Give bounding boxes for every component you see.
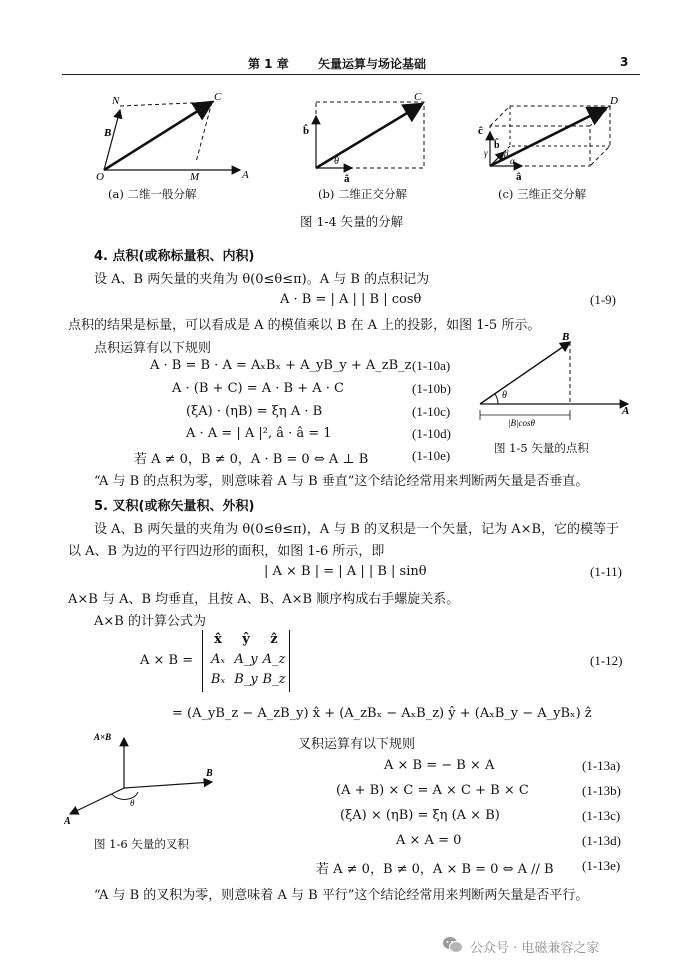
figure-1-6-caption: 图 1-6 矢量的叉积 (94, 837, 189, 851)
label-projection: |B|cosθ (508, 418, 535, 428)
dot-conclusion: “A 与 B 的点积为零，则意味着 A 与 B 垂直”这个结论经常用来判断两矢量是否垂直。 (94, 474, 589, 489)
label-c: C (414, 91, 422, 103)
figure-1-4-caption: 图 1-4 矢量的分解 (300, 214, 404, 229)
label-b-hat: b̂ (494, 140, 500, 151)
label-gamma: γ (484, 148, 488, 158)
label-a: A (622, 405, 630, 417)
angle-arc (495, 394, 498, 404)
label-beta: β (504, 148, 509, 158)
label-c-hat: ĉ (478, 125, 483, 137)
equation-number-1-13a: (1-13a) (582, 758, 621, 773)
subcaption-b: (b) 二维正交分解 (318, 187, 407, 201)
label-a-hat: â (344, 173, 350, 185)
cross-intro-text-1: 设 A、B 两矢量的夹角为 θ(0≤θ≤π)，A 与 B 的叉积是一个矢量，记为 A×B，它的模等于 (94, 522, 620, 537)
vector-c (316, 104, 422, 168)
equation-1-10d: A · A = | A |², â · â = 1 (186, 426, 332, 441)
dot-explanation-text: 点积的结果是标量，可以看成是 A 的模值乘以 B 在 A 上的投影，如图 1-5 所示。 (68, 318, 541, 333)
equation-number-1-12: (1-12) (590, 653, 623, 668)
figure-1-6 (64, 730, 234, 830)
det-ax: Aₓ (210, 652, 225, 667)
equation-1-10a: A · B = B · A = AₓBₓ + A_yB_y + A_zB_z (150, 358, 412, 373)
watermark-text: 公众号 · 电磁兼容之家 (470, 941, 600, 956)
label-a-hat: â (516, 171, 522, 183)
equation-number-1-13e: (1-13e) (582, 858, 621, 873)
label-b-hat: b̂ (303, 125, 310, 137)
figure-1-5 (470, 330, 640, 428)
equation-number-1-10e: (1-10e) (412, 448, 451, 463)
cross-rules-intro: 叉积运算有以下规则 (298, 737, 416, 752)
label-axb: A×B (94, 732, 112, 742)
equation-number-1-11: (1-11) (590, 564, 623, 579)
equation-1-13d: A × A = 0 (396, 833, 462, 848)
label-c: C (214, 91, 222, 103)
dot-product-heading: 4. 点积(或称标量积、内积) (94, 249, 255, 264)
label-d: D (610, 95, 618, 107)
equation-number-1-9: (1-9) (590, 292, 616, 307)
header-rule (62, 74, 640, 75)
equation-1-12-expansion: = (A_yB_z − A_zB_y) x̂ + (A_zBₓ − AₓB_z) ŷ + (AₓB_y − A_yBₓ) ẑ (172, 706, 592, 721)
cross-intro-text-2: 以 A、B 为边的平行四边形的面积，如图 1-6 所示，即 (68, 544, 385, 559)
label-alpha: α (510, 156, 515, 166)
figure-1-4a-general-decomposition (96, 91, 249, 183)
cross-conclusion: “A 与 B 的叉积为零，则意味着 A 与 B 平行”这个结论经常用来判断两矢量是否平行。 (94, 888, 589, 903)
equation-1-13b: (A + B) × C = A × C + B × C (336, 783, 529, 798)
vector-c (104, 102, 212, 170)
vector-b (480, 342, 570, 404)
equation-number-1-13c: (1-13c) (582, 808, 621, 823)
equation-number-1-10d: (1-10d) (412, 426, 451, 441)
det-z-hat: ẑ (270, 632, 278, 647)
equation-number-1-13b: (1-13b) (582, 783, 621, 798)
vector-b (124, 782, 212, 788)
page-number: 3 (620, 55, 629, 69)
label-n: N (112, 95, 120, 107)
label-o: O (96, 171, 104, 183)
vector-a (70, 788, 124, 814)
label-a: A (64, 816, 71, 827)
equation-number-1-10c: (1-10c) (412, 404, 451, 419)
subcaption-a: (a) 二维一般分解 (108, 187, 197, 201)
equation-number-1-13d: (1-13d) (582, 833, 621, 848)
dot-rules-intro: 点积运算有以下规则 (94, 341, 212, 356)
cross-product-heading: 5. 叉积(或称矢量积、外积) (94, 499, 255, 514)
det-bx: Bₓ (210, 672, 226, 687)
label-theta: θ (130, 798, 135, 808)
wechat-icon (442, 935, 464, 955)
det-bz: B_z (262, 672, 286, 687)
det-az: A_z (262, 652, 286, 667)
chapter-title: 矢量运算与场论基础 (318, 57, 427, 71)
determinant-lhs: A × B = (140, 653, 194, 668)
equation-number-1-10b: (1-10b) (412, 381, 451, 396)
equation-1-11: | A × B | = | A | | B | sinθ (264, 564, 427, 579)
dot-intro-text: 设 A、B 两矢量的夹角为 θ(0≤θ≤π)。A 与 B 的点积记为 (94, 272, 430, 287)
equation-1-10b: A · (B + C) = A · B + A · C (172, 381, 344, 396)
label-theta: θ (502, 390, 507, 401)
subcaption-c: (c) 三维正交分解 (498, 187, 587, 201)
figure-1-5-caption: 图 1-5 矢量的点积 (494, 441, 589, 455)
label-b: B (206, 768, 213, 779)
label-a: A (242, 169, 249, 181)
equation-1-10c: (ξA) · (ηB) = ξη A · B (186, 404, 323, 419)
det-by: B_y (234, 672, 258, 687)
equation-1-13a: A × B = − B × A (384, 758, 495, 773)
determinant-matrix (202, 630, 290, 692)
label-theta: θ (334, 156, 339, 167)
det-y-hat: ŷ (242, 632, 250, 647)
label-m: M (190, 171, 200, 183)
cross-perpendicular-text: A×B 与 A、B 均垂直，且按 A、B、A×B 顺序构成右手螺旋关系。 (68, 592, 460, 607)
equation-1-10e: 若 A ≠ 0，B ≠ 0，A · B = 0 ⇔ A ⊥ B (134, 452, 369, 467)
equation-1-13e: 若 A ≠ 0，B ≠ 0，A × B = 0 ⇔ A // B (316, 862, 554, 877)
equation-1-9: A · B = | A | | B | cosθ (280, 292, 422, 307)
det-x-hat: x̂ (214, 632, 222, 647)
equation-number-1-10a: (1-10a) (412, 358, 451, 373)
dashed-edge-top (120, 102, 214, 106)
label-b: B (104, 127, 112, 139)
equation-1-13c: (ξA) × (ηB) = ξη (A × B) (340, 808, 500, 823)
chapter-label: 第 1 章 (248, 57, 289, 71)
label-b: B (562, 331, 570, 343)
figure-1-4c-orthogonal-3d (478, 95, 618, 183)
figure-1-4b-orthogonal-2d (303, 91, 424, 185)
cross-formula-intro: A×B 的计算公式为 (94, 614, 206, 629)
det-ay: A_y (234, 652, 258, 667)
